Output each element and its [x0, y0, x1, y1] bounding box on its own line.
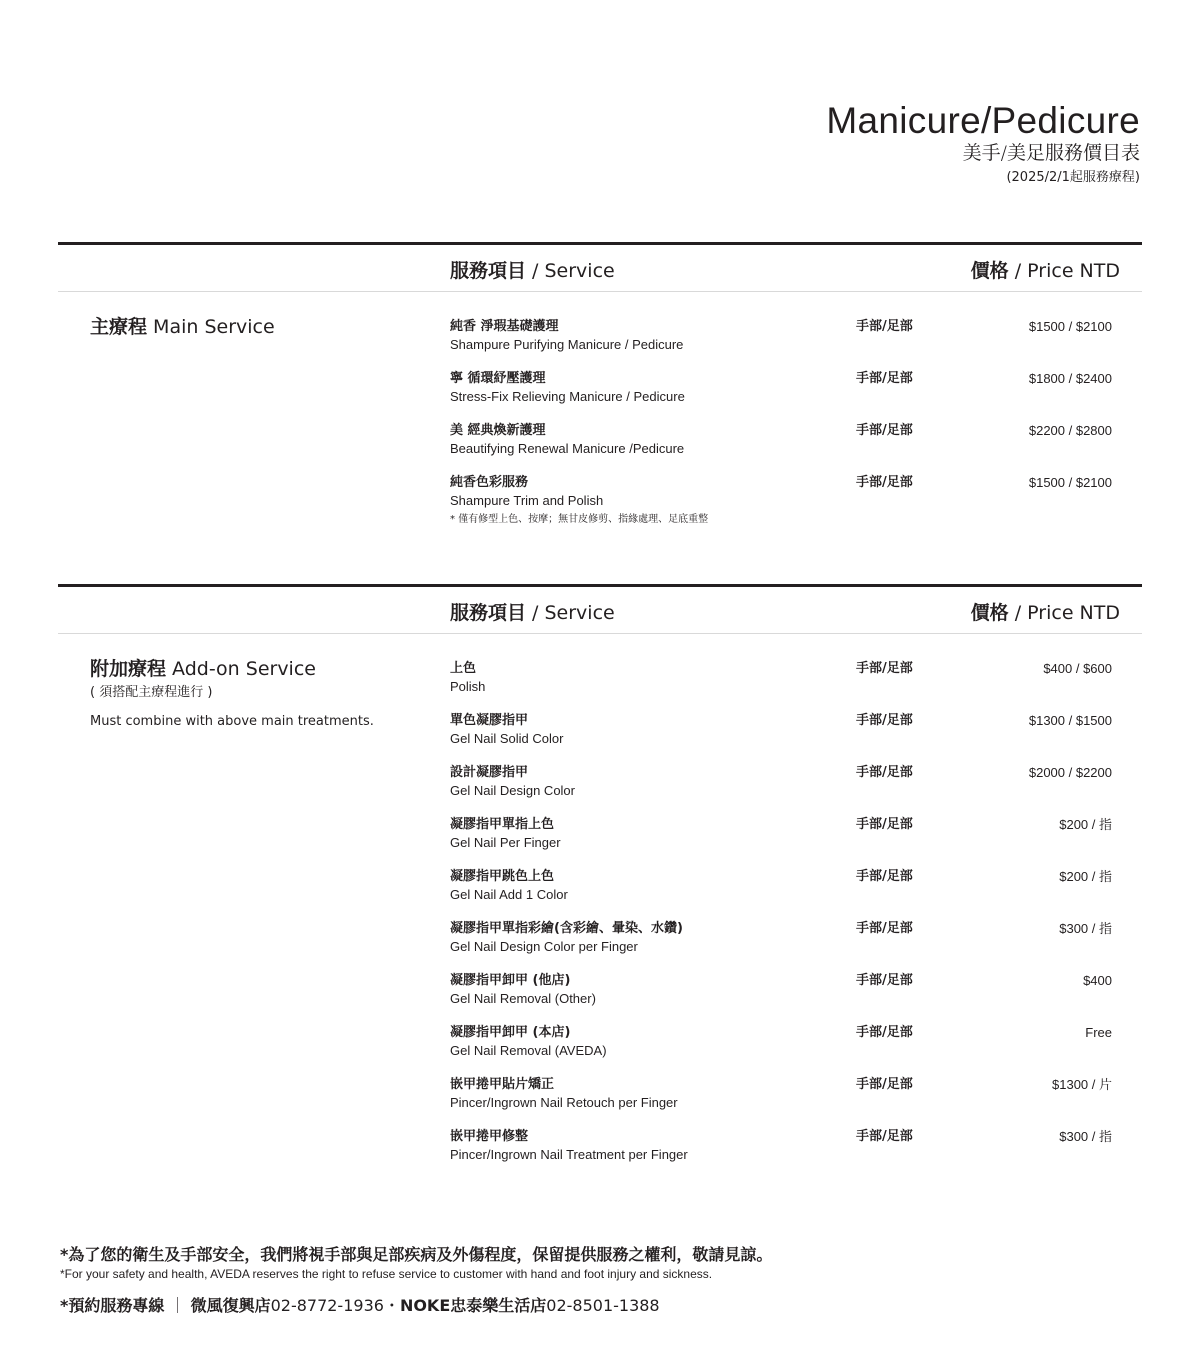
service-name-cn: 嵌甲捲甲貼片矯正: [450, 1077, 555, 1092]
service-item: [450, 318, 1112, 370]
service-item: [450, 370, 1112, 422]
service-note: * 僅有修型上色、按摩；無甘皮修剪、指緣處理、足底重整: [450, 514, 709, 525]
service-area: 手部/足部: [856, 1129, 913, 1144]
service-name-en: Gel Nail Design Color per Finger: [450, 939, 638, 954]
service-item: [450, 422, 1112, 474]
store1-phone: 02-8772-1936: [270, 1296, 384, 1315]
service-item: [450, 712, 1112, 764]
column-header: [58, 245, 1142, 292]
service-item: [450, 660, 1112, 712]
service-name-cn: 設計凝膠指甲: [450, 765, 529, 780]
service-price: $1500 / $2100: [1028, 319, 1112, 334]
service-item: [450, 1076, 1112, 1128]
service-price: $2000 / $2200: [1028, 765, 1112, 780]
service-name-en: Gel Nail Design Color: [450, 783, 575, 798]
service-area: 手部/足部: [856, 921, 913, 936]
service-area: 手部/足部: [856, 423, 913, 438]
service-name-en: Gel Nail Removal (AVEDA): [450, 1043, 607, 1058]
service-name-cn: 嵌甲捲甲修整: [450, 1129, 529, 1144]
service-column-heading: 服務項目 / Service: [450, 260, 615, 282]
safety-notice-cn: *為了您的衛生及手部安全，我們將視手部與足部疾病及外傷程度，保留提供服務之權利，敬請見諒。: [60, 1245, 773, 1264]
service-price: $1500 / $2100: [1028, 475, 1112, 490]
service-column-heading: 服務項目 / Service: [450, 602, 615, 624]
separator: ｜: [164, 1296, 191, 1315]
price-column-heading: 價格 / Price NTD: [970, 602, 1120, 624]
service-name-en: Stress-Fix Relieving Manicure / Pedicure: [450, 389, 685, 404]
service-area: 手部/足部: [856, 319, 913, 334]
service-name-cn: 寧 循環紓壓護理: [450, 371, 546, 386]
safety-notice-en: *For your safety and health, AVEDA reserves the right to refuse service to customer with hand and foot injury and sickness.: [60, 1267, 713, 1281]
service-item: [450, 920, 1112, 972]
store1-name: 微風復興店: [190, 1296, 271, 1315]
booking-label: *預約服務專線: [60, 1296, 165, 1315]
service-name-cn: 凝膠指甲單指上色: [450, 817, 555, 832]
service-area: 手部/足部: [856, 475, 913, 490]
service-price: $300 / 指: [1059, 1129, 1112, 1144]
service-price: $200 / 指: [1059, 869, 1112, 884]
service-name-en: Pincer/Ingrown Nail Retouch per Finger: [450, 1095, 678, 1110]
store2-name: NOKE忠泰樂生活店: [399, 1296, 547, 1315]
service-name-en: Gel Nail Per Finger: [450, 835, 561, 850]
service-price: $1300 / $1500: [1028, 713, 1112, 728]
service-name-cn: 上色: [450, 661, 477, 676]
service-price: $400 / $600: [1043, 661, 1112, 676]
service-price: $2200 / $2800: [1028, 423, 1112, 438]
service-name-en: Shampure Purifying Manicure / Pedicure: [450, 337, 684, 352]
service-price: $300 / 指: [1059, 921, 1112, 936]
service-name-en: Gel Nail Removal (Other): [450, 991, 596, 1006]
service-item: [450, 474, 1112, 526]
service-name-cn: 單色凝膠指甲: [450, 713, 529, 728]
addon-requirement-note: ( 須搭配主療程進行 ): [90, 685, 213, 700]
service-price: Free: [1085, 1025, 1112, 1040]
service-area: 手部/足部: [856, 661, 913, 676]
service-name-cn: 純香色彩服務: [450, 475, 529, 490]
service-item: [450, 764, 1112, 816]
separator-dot: ・: [383, 1296, 400, 1315]
service-area: 手部/足部: [856, 1025, 913, 1040]
main-service-section: [58, 242, 1142, 542]
service-name-en: Beautifying Renewal Manicure /Pedicure: [450, 441, 685, 456]
service-name-cn: 美 經典煥新護理: [450, 423, 546, 438]
service-area: 手部/足部: [856, 1077, 913, 1092]
footer: [60, 1242, 772, 1316]
service-name-cn: 凝膠指甲卸甲 (他店): [450, 973, 571, 988]
service-price: $400: [1083, 973, 1112, 988]
page-title: Manicure/Pedicure: [826, 100, 1140, 141]
service-area: 手部/足部: [856, 765, 913, 780]
service-item: [450, 868, 1112, 920]
service-item: [450, 1024, 1112, 1076]
service-area: 手部/足部: [856, 817, 913, 832]
service-name-en: Shampure Trim and Polish: [450, 493, 604, 508]
service-price: $1800 / $2400: [1028, 371, 1112, 386]
store2-phone: 02-8501-1388: [546, 1296, 660, 1315]
booking-line: [60, 1293, 772, 1316]
service-name-cn: 凝膠指甲單指彩繪(含彩繪、暈染、水鑽): [450, 921, 683, 936]
addon-service-section: [58, 584, 1142, 1184]
service-area: 手部/足部: [856, 869, 913, 884]
service-name-cn: 凝膠指甲跳色上色: [450, 869, 555, 884]
service-price: $1300 / 片: [1052, 1077, 1112, 1092]
main-service-title: 主療程 Main Service: [90, 316, 275, 338]
service-name-en: Pincer/Ingrown Nail Treatment per Finger: [450, 1147, 688, 1162]
service-area: 手部/足部: [856, 371, 913, 386]
service-price: $200 / 指: [1059, 817, 1112, 832]
service-name-en: Polish: [450, 679, 486, 694]
service-item: [450, 1128, 1112, 1180]
column-header: [58, 587, 1142, 634]
service-area: 手部/足部: [856, 973, 913, 988]
service-name-cn: 凝膠指甲卸甲 (本店): [450, 1025, 571, 1040]
service-name-en: Gel Nail Add 1 Color: [450, 887, 568, 902]
addon-description: Must combine with above main treatments.: [90, 714, 374, 729]
effective-date: (2025/2/1起服務療程): [1006, 170, 1140, 185]
service-name-en: Gel Nail Solid Color: [450, 731, 564, 746]
page-subtitle: 美手/美足服務價目表: [962, 142, 1140, 164]
service-name-cn: 純香 淨瑕基礎護理: [450, 319, 559, 334]
page-header: [826, 100, 1140, 188]
service-area: 手部/足部: [856, 713, 913, 728]
service-item: [450, 972, 1112, 1024]
price-column-heading: 價格 / Price NTD: [970, 260, 1120, 282]
addon-service-title: 附加療程 Add-on Service: [90, 658, 316, 680]
service-item: [450, 816, 1112, 868]
